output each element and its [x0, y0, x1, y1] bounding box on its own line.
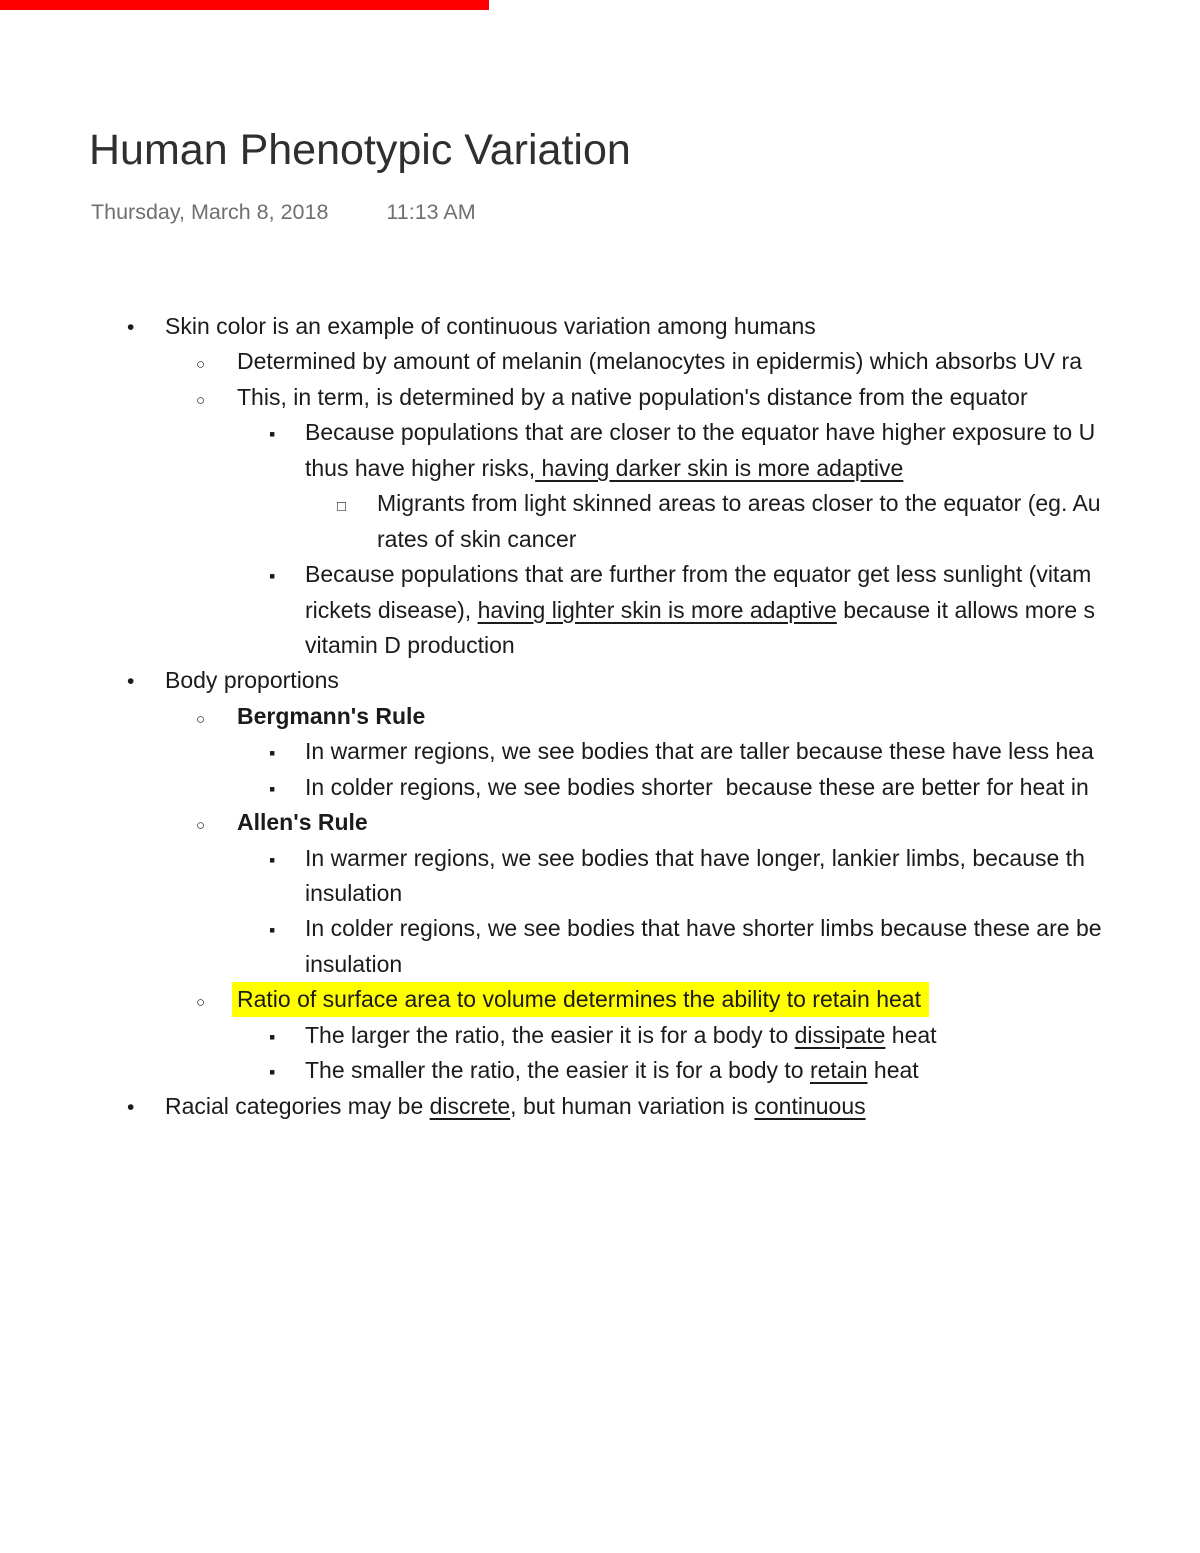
- bullet-level-3-icon: ▪: [269, 920, 276, 941]
- note-text: [377, 526, 576, 552]
- note-text: [237, 348, 1082, 374]
- note-line: [0, 699, 1200, 734]
- note-text: [165, 313, 816, 339]
- page-meta: [91, 200, 476, 225]
- underlined-text: discrete: [429, 1092, 511, 1119]
- bullet-level-3-icon: ▪: [269, 778, 276, 799]
- text-segment: rates of skin cancer: [377, 525, 577, 552]
- page-title: Human Phenotypic Variation: [89, 126, 631, 174]
- note-text: [305, 419, 1095, 445]
- text-segment: Body proportions: [165, 667, 339, 694]
- bullet-level-2-icon: ○: [196, 817, 206, 835]
- bullet-level-1-icon: •: [127, 670, 135, 694]
- note-line: [0, 947, 1200, 982]
- text-segment: , but human variation is: [510, 1092, 755, 1119]
- note-line: [0, 486, 1200, 521]
- bullet-level-3-icon: ▪: [269, 424, 276, 445]
- page-time: 11:13 AM: [386, 200, 476, 224]
- note-text: [305, 845, 1085, 871]
- note-text: [305, 561, 1091, 587]
- bullet-level-2-icon: ○: [196, 356, 206, 374]
- text-segment: Bergmann's Rule: [237, 702, 426, 729]
- text-segment: In colder regions, we see bodies that have shorter limbs because these are be: [305, 915, 1102, 942]
- text-segment: insulation: [305, 950, 403, 977]
- underlined-text: having darker skin is more adaptive: [535, 454, 904, 481]
- note-body: [0, 309, 1200, 1124]
- note-text: [305, 1022, 937, 1048]
- text-segment: Because populations that are further from the equator get less sunlight (vitam: [305, 561, 1092, 588]
- bullet-level-3-icon: ▪: [269, 566, 276, 587]
- bullet-level-3-icon: ▪: [269, 1026, 276, 1047]
- note-line: [0, 344, 1200, 379]
- note-text: [237, 703, 425, 729]
- top-red-bar: [0, 0, 489, 10]
- note-line: [0, 522, 1200, 557]
- text-segment: The larger the ratio, the easier it is for a body to: [305, 1021, 795, 1048]
- note-line: [0, 415, 1200, 450]
- page-date: Thursday, March 8, 2018: [91, 200, 329, 224]
- text-segment: thus have higher risks,: [305, 454, 536, 481]
- text-segment: Racial categories may be: [165, 1092, 430, 1119]
- note-text: [305, 880, 402, 906]
- note-line: [0, 557, 1200, 592]
- bullet-level-2-icon: ○: [196, 994, 206, 1012]
- note-line: [0, 734, 1200, 769]
- bullet-level-3-icon: ▪: [269, 743, 276, 764]
- text-segment: Skin color is an example of continuous variation among humans: [165, 313, 816, 339]
- bullet-level-3-icon: ▪: [269, 849, 276, 870]
- text-segment: This, in term, is determined by a native population's distance from the equator: [237, 383, 1028, 410]
- highlighted-text: [232, 982, 929, 1017]
- note-line: [0, 911, 1200, 946]
- text-segment: insulation: [305, 880, 403, 906]
- bullet-level-1-icon: •: [127, 316, 135, 339]
- bullet-level-4-icon: □: [337, 498, 347, 516]
- text-segment: The smaller the ratio, the easier it is for a body to: [305, 1057, 810, 1084]
- note-line: [0, 770, 1200, 805]
- bullet-level-3-icon: ▪: [269, 1062, 276, 1083]
- text-segment: Determined by amount of melanin (melanocytes in epidermis) which absorbs UV ra: [237, 348, 1082, 375]
- bullet-level-1-icon: •: [127, 1095, 135, 1119]
- note-line: [0, 805, 1200, 840]
- note-text: [305, 774, 1089, 800]
- text-segment: Allen's Rule: [237, 809, 368, 836]
- text-segment: vitamin D production: [305, 631, 515, 658]
- note-text: [165, 667, 339, 693]
- note-line: [0, 663, 1200, 698]
- text-segment: Ratio of surface area to volume determines the ability to retain heat: [237, 986, 921, 1013]
- note-text: [305, 915, 1102, 941]
- underlined-text: having lighter skin is more adaptive: [477, 596, 837, 623]
- note-line: [0, 593, 1200, 628]
- note-line: [0, 628, 1200, 663]
- bullet-level-2-icon: ○: [196, 391, 206, 409]
- text-segment: In warmer regions, we see bodies that are taller because these have less hea: [305, 738, 1094, 765]
- note-text: [305, 738, 1094, 764]
- note-line: [0, 1089, 1200, 1124]
- note-text: [305, 632, 515, 658]
- text-segment: In warmer regions, we see bodies that have longer, lankier limbs, because th: [305, 844, 1085, 871]
- note-line: [0, 380, 1200, 415]
- note-text: [305, 1057, 919, 1083]
- note-text: [165, 1093, 866, 1119]
- text-segment: heat: [867, 1057, 919, 1084]
- underlined-text: dissipate: [794, 1021, 886, 1048]
- underlined-text: continuous: [754, 1092, 866, 1119]
- note-text: [305, 951, 402, 977]
- text-segment: In colder regions, we see bodies shorter because these are better for heat in: [305, 773, 1089, 800]
- note-text: [237, 384, 1028, 410]
- note-line: [0, 841, 1200, 876]
- text-segment: Migrants from light skinned areas to areas closer to the equator (eg. Au: [377, 490, 1101, 517]
- underlined-text: retain: [809, 1057, 868, 1084]
- note-line: [0, 1053, 1200, 1088]
- bullet-level-2-icon: ○: [196, 710, 206, 728]
- text-segment: because it allows more s: [836, 596, 1096, 623]
- text-segment: rickets disease),: [305, 596, 478, 623]
- note-line: [0, 876, 1200, 911]
- note-text: [305, 597, 1095, 623]
- note-line: [0, 451, 1200, 486]
- note-text: [305, 455, 903, 481]
- note-line: [0, 309, 1200, 344]
- note-line: [0, 982, 1200, 1017]
- note-line: [0, 1018, 1200, 1053]
- text-segment: Because populations that are closer to the equator have higher exposure to U: [305, 419, 1096, 446]
- note-text: [377, 490, 1101, 516]
- text-segment: heat: [885, 1021, 937, 1048]
- note-text: [237, 809, 368, 835]
